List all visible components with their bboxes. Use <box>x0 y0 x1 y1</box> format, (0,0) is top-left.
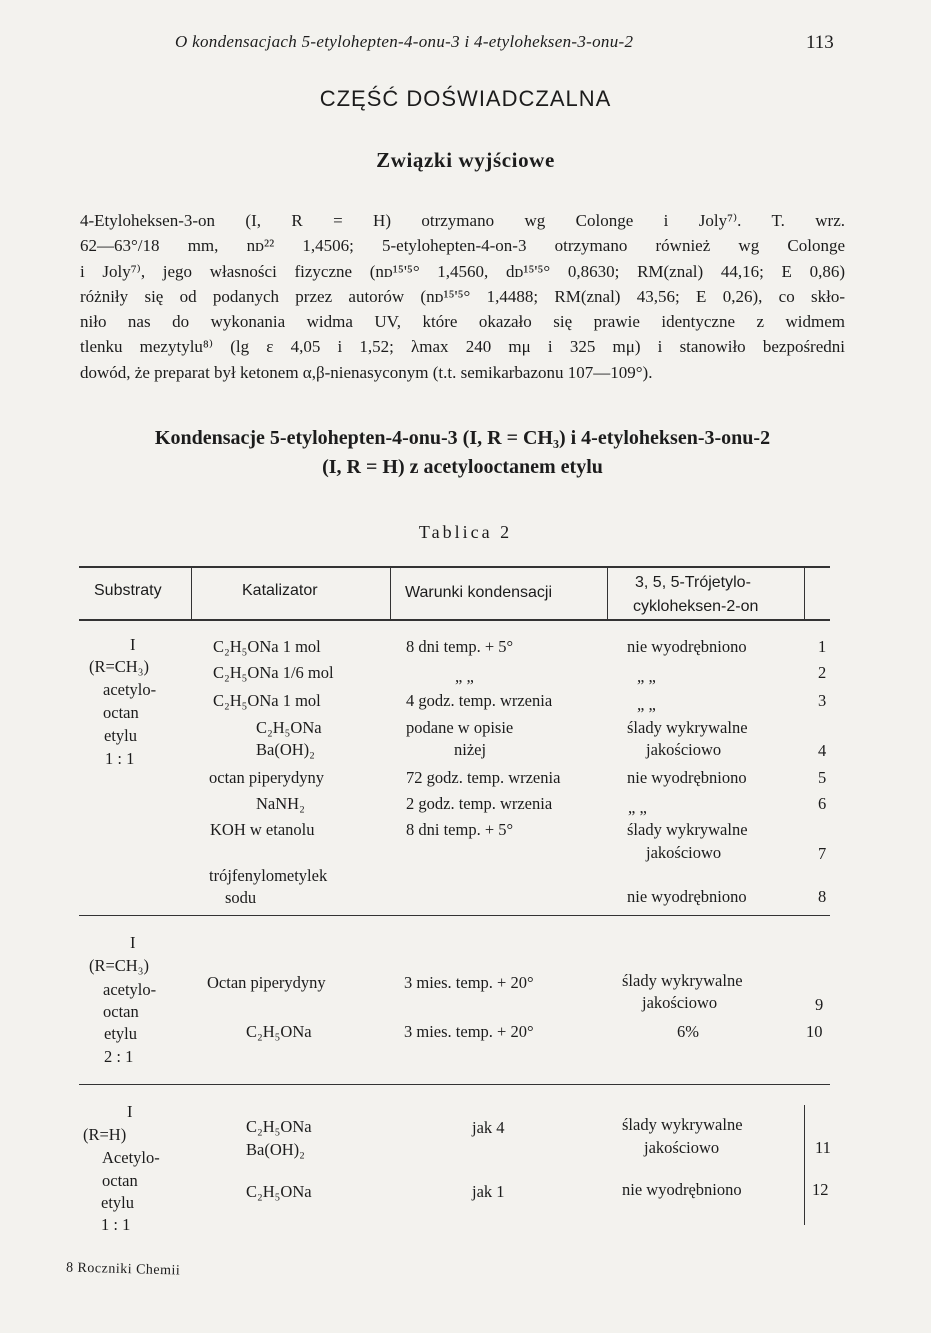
catalyst-cell: C₂H₅ONa 1 mol <box>213 637 321 656</box>
row-number: 4 <box>818 741 827 760</box>
substrate-cell: acetylo- <box>103 680 157 699</box>
conditions-cell: 3 mies. temp. + 20° <box>404 1022 534 1041</box>
conditions-cell: 72 godz. temp. wrzenia <box>406 768 561 787</box>
substrate-cell: etylu <box>101 1193 134 1212</box>
catalyst-cell: C₂H₅ONa <box>256 718 322 737</box>
heading-line: Kondensacje 5-etylohepten-4-onu-3 (I, R = CH₃) i 4-etyloheksen-3-onu-2 <box>154 427 771 449</box>
group-separator <box>79 915 830 916</box>
conditions-cell: 3 mies. temp. + 20° <box>404 973 534 992</box>
paragraph-line: różniły się od podanych przez autorów (nᴅ¹⁵'⁵° 1,4488; RM(znal) 43,56; E 0,26), co skło- <box>80 286 845 306</box>
conditions-cell: niżej <box>454 740 487 759</box>
catalyst-cell: Ba(OH)₂ <box>246 1140 305 1159</box>
row-number: 6 <box>818 794 827 813</box>
row-number: 12 <box>812 1180 829 1199</box>
header-substraty: Substraty <box>94 582 162 599</box>
row-number: 8 <box>818 887 827 906</box>
catalyst-cell: Octan piperydyny <box>207 973 326 992</box>
conditions-cell: jak 4 <box>472 1118 505 1137</box>
group-separator <box>79 1084 830 1085</box>
product-cell: ślady wykrywalne <box>622 971 743 990</box>
catalyst-cell: trójfenylometylek <box>209 866 328 885</box>
substrate-cell: 2 : 1 <box>104 1047 134 1066</box>
subsection-title: Związki wyjściowe <box>376 148 555 172</box>
paragraph-line: niło nas do wykonania widma UV, które okazało się prawie identyczne z widmem <box>80 312 845 332</box>
running-title: O kondensacjach 5-etylohepten-4-onu-3 i 4-etyloheksen-3-onu-2 <box>175 32 634 51</box>
heading-line: (I, R = H) z acetylooctanem etylu <box>322 456 603 478</box>
product-cell: 6% <box>677 1022 699 1041</box>
substrate-cell: (R=H) <box>83 1125 127 1144</box>
row-number: 11 <box>815 1138 831 1157</box>
row-number: 9 <box>815 995 824 1014</box>
substrate-cell: Acetylo- <box>102 1148 160 1167</box>
substrate-cell: octan <box>103 1002 139 1021</box>
substrate-cell: (R=CH₃) <box>89 956 149 975</box>
column-divider <box>804 1105 805 1225</box>
table-caption: Tablica 2 <box>418 522 513 542</box>
paragraph-line: 62—63°/18 mm, nᴅ²² 1,4506; 5-etylohepten-4-on-3 otrzymano również wg Colonge <box>80 236 845 256</box>
header-produkt: 3, 5, 5-Trójetylo- <box>635 574 751 591</box>
catalyst-cell: Ba(OH)₂ <box>256 740 315 759</box>
header-warunki: Warunki kondensacji <box>405 584 553 601</box>
page-footer: 8 Roczniki Chemii <box>65 1260 181 1279</box>
conditions-cell: jak 1 <box>472 1182 505 1201</box>
substrate-cell: octan <box>102 1171 138 1190</box>
row-number: 5 <box>818 768 827 787</box>
substrate-cell: acetylo- <box>103 980 157 999</box>
catalyst-cell: KOH w etanolu <box>210 820 315 839</box>
product-cell: nie wyodrębniono <box>627 887 747 906</box>
substrate-cell: I <box>127 1102 133 1121</box>
product-cell: ślady wykrywalne <box>622 1115 743 1134</box>
row-number: 10 <box>806 1022 823 1041</box>
conditions-cell: 2 godz. temp. wrzenia <box>406 794 553 813</box>
product-cell: jakościowo <box>644 1138 720 1157</box>
product-cell: ślady wykrywalne <box>627 820 748 839</box>
paragraph-line: dowód, że preparat był ketonem α,β-nienasyconym (t.t. semikarbazonu 107—109°). <box>80 362 653 382</box>
product-cell: jakościowo <box>646 740 722 759</box>
product-cell: „ „ <box>628 798 647 817</box>
product-cell: nie wyodrębniono <box>622 1180 742 1199</box>
product-cell: „ „ <box>637 695 656 714</box>
column-divider <box>804 566 805 619</box>
paragraph-line: 4-Etyloheksen-3-on (I, R = H) otrzymano wg Colonge i Joly⁷⁾. T. wrz. <box>80 211 845 230</box>
paragraph-line: tlenku mezytylu⁸⁾ (lg ε 4,05 i 1,52; λmax 240 mμ i 325 mμ) i stanowiło bezpośredni <box>80 337 845 357</box>
catalyst-cell: C₂H₅ONa <box>246 1117 312 1136</box>
section-title: CZĘŚĆ DOŚWIADCZALNA <box>319 86 612 111</box>
substrate-cell: etylu <box>104 1024 137 1043</box>
substrate-cell: 1 : 1 <box>101 1215 131 1234</box>
product-cell: jakościowo <box>646 843 722 862</box>
row-number: 2 <box>818 663 827 682</box>
catalyst-cell: C₂H₅ONa <box>246 1022 312 1041</box>
column-divider <box>390 566 391 619</box>
table-header-rule <box>79 619 830 621</box>
substrate-cell: (R=CH₃) <box>89 657 149 676</box>
product-cell: nie wyodrębniono <box>627 637 747 656</box>
column-divider <box>191 566 192 619</box>
catalyst-cell: sodu <box>225 888 257 907</box>
substrate-cell: 1 : 1 <box>105 749 135 768</box>
row-number: 7 <box>818 844 827 863</box>
catalyst-cell: C₂H₅ONa 1 mol <box>213 691 321 710</box>
page-number: 113 <box>806 32 834 53</box>
row-number: 3 <box>818 691 827 710</box>
catalyst-cell: C₂H₅ONa 1/6 mol <box>213 663 334 682</box>
product-cell: ślady wykrywalne <box>627 718 748 737</box>
substrate-cell: etylu <box>104 726 137 745</box>
conditions-cell: podane w opisie <box>406 718 514 737</box>
product-cell: jakościowo <box>642 993 718 1012</box>
header-produkt: cykloheksen-2-on <box>633 598 759 615</box>
substrate-cell: I <box>130 933 136 952</box>
catalyst-cell: NaNH₂ <box>256 794 305 813</box>
conditions-cell: 8 dni temp. + 5° <box>406 637 514 656</box>
product-cell: „ „ <box>637 667 656 686</box>
catalyst-cell: octan piperydyny <box>209 768 325 787</box>
conditions-cell: „ „ <box>455 667 474 686</box>
substrate-cell: I <box>130 635 136 654</box>
column-divider <box>607 566 608 619</box>
header-katalizator: Katalizator <box>242 582 318 599</box>
catalyst-cell: C₂H₅ONa <box>246 1182 312 1201</box>
substrate-cell: octan <box>103 703 139 722</box>
product-cell: nie wyodrębniono <box>627 768 747 787</box>
row-number: 1 <box>818 637 827 656</box>
paragraph-line: i Joly⁷⁾, jego własności fizyczne (nᴅ¹⁵'⁵° 1,4560, dᴅ¹⁵'⁵° 0,8630; RM(znal) 44,16; E 0,86) <box>80 261 845 281</box>
conditions-cell: 8 dni temp. + 5° <box>406 820 514 839</box>
conditions-cell: 4 godz. temp. wrzenia <box>406 691 553 710</box>
